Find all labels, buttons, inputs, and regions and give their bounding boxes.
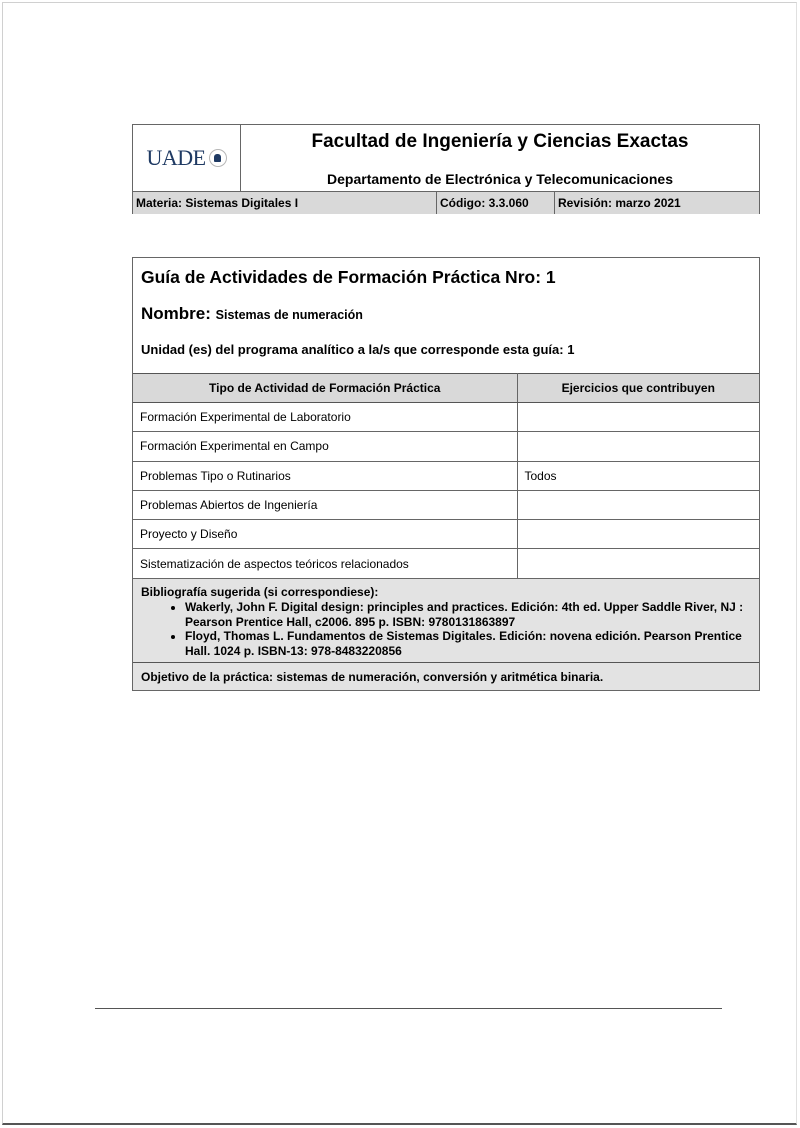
column-header-ejercicios: Ejercicios que contribuyen <box>517 374 759 403</box>
logo-cell <box>133 125 241 191</box>
codigo-field: Código: 3.3.060 <box>437 192 555 214</box>
department-title: Departamento de Electrónica y Telecomunicaciones <box>327 171 673 187</box>
revision-field: Revisión: marzo 2021 <box>558 196 681 210</box>
activity-type: Formación Experimental en Campo <box>133 432 517 461</box>
activity-exercises <box>517 520 759 549</box>
guide-section <box>132 257 760 691</box>
guide-title: Guía de Actividades de Formación Práctica Nro: 1 <box>141 267 556 287</box>
activities-table <box>133 373 759 578</box>
uade-logo: UADE <box>146 145 206 170</box>
header-meta-row <box>133 191 759 214</box>
activity-type: Problemas Tipo o Rutinarios <box>133 461 517 490</box>
faculty-title: Facultad de Ingeniería y Ciencias Exactas <box>311 131 689 152</box>
table-row <box>133 432 759 461</box>
nombre-label: Nombre: <box>141 304 211 323</box>
table-row <box>133 461 759 490</box>
nombre-value: Sistemas de numeración <box>215 308 363 322</box>
column-header-tipo: Tipo de Actividad de Formación Práctica <box>133 374 517 403</box>
bibliography-item: • Floyd, Thomas L. Fundamentos de Sistemas Digitales. Edición: novena edición. Pearson Prentice Hall. 1024 p. ISBN-13: 978-8483220856 <box>185 629 745 658</box>
footer-divider <box>95 1008 722 1009</box>
activity-type: Proyecto y Diseño <box>133 520 517 549</box>
activity-exercises <box>517 490 759 519</box>
document-header <box>132 124 760 214</box>
table-header-row <box>133 374 759 403</box>
activity-exercises: Todos <box>517 461 759 490</box>
bibliography-item: • Wakerly, John F. Digital design: principles and practices. Edición: 4th ed. Upper Saddle River, NJ : Pearson Prentice Hall, c2006. 895 p. ISBN: 9780131863897 <box>185 600 745 629</box>
guide-unidad: Unidad (es) del programa analítico a la/s que corresponde esta guía: 1 <box>141 342 575 357</box>
table-row <box>133 403 759 432</box>
activity-exercises <box>517 549 759 578</box>
activity-type: Sistematización de aspectos teóricos relacionados <box>133 549 517 578</box>
bibliography-section <box>133 578 759 662</box>
activity-exercises <box>517 403 759 432</box>
bibliography-heading: Bibliografía sugerida (si correspondiese): <box>141 585 379 599</box>
materia-field: Materia: Sistemas Digitales I <box>133 192 437 214</box>
activity-exercises <box>517 432 759 461</box>
table-row <box>133 549 759 578</box>
header-title-cell <box>241 125 759 191</box>
university-emblem-icon <box>209 149 227 167</box>
table-row <box>133 490 759 519</box>
bibliography-list <box>161 600 745 658</box>
activity-type: Formación Experimental de Laboratorio <box>133 403 517 432</box>
activity-type: Problemas Abiertos de Ingeniería <box>133 490 517 519</box>
table-row <box>133 520 759 549</box>
guide-nombre <box>141 304 363 324</box>
objective-section: Objetivo de la práctica: sistemas de numeración, conversión y aritmética binaria. <box>133 662 759 690</box>
